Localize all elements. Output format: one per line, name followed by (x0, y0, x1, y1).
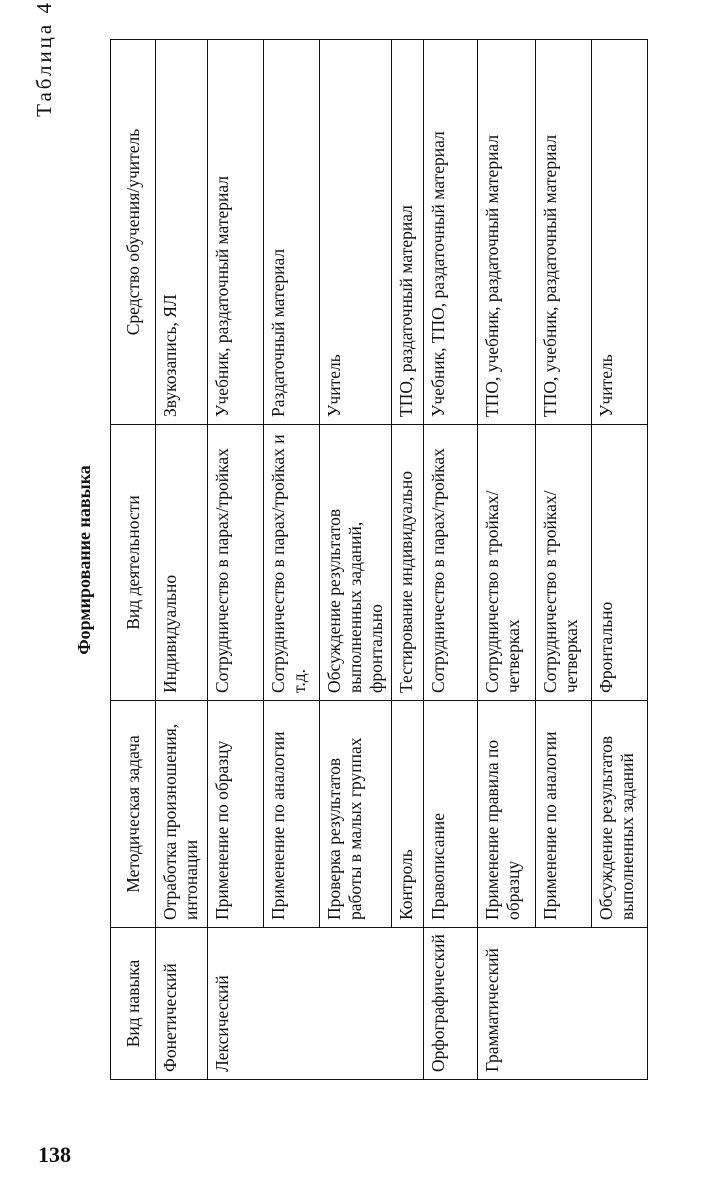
cell-method-task: Применение по образцу (208, 701, 264, 928)
cell-activity-type: Сотрудничество в тройках/четверках (536, 425, 592, 701)
cell-skill-type: Фонетический (156, 928, 208, 1080)
table-row (424, 40, 478, 1080)
cell-activity-type: Сотрудничество в парах/тройках (208, 425, 264, 701)
cell-teaching-means: Учитель (592, 40, 648, 425)
header-skill-type: Вид навыка (111, 928, 156, 1080)
skills-table (110, 39, 648, 1080)
cell-method-task: Применение по аналогии (536, 701, 592, 928)
cell-teaching-means: Учитель (320, 40, 392, 425)
cell-method-task: Отработка произношения, интонации (156, 701, 208, 928)
table-header-row (111, 40, 156, 1080)
table-row (320, 40, 392, 1080)
header-activity-type: Вид деятельности (111, 425, 156, 701)
cell-method-task: Правописание (424, 701, 478, 928)
cell-method-task: Проверка результатов работы в малых группах (320, 701, 392, 928)
cell-teaching-means: ТПО, учебник, раздаточный материал (478, 40, 536, 425)
cell-skill-type: Грамматический (478, 928, 648, 1080)
cell-skill-type: Лексический (208, 928, 424, 1080)
cell-skill-type: Орфографический (424, 928, 478, 1080)
cell-activity-type: Обсуждение результатов выполненных заданий, фронтально (320, 425, 392, 701)
cell-method-task: Обсуждение результатов выполненных заданий (592, 701, 648, 928)
table-row (392, 40, 424, 1080)
cell-activity-type: Сотрудничество в парах/тройках и т.д. (264, 425, 320, 701)
page-number: 138 (38, 1142, 71, 1167)
rotated-page-content (20, 0, 650, 1080)
table-row (208, 40, 264, 1080)
cell-teaching-means: ТПО, раздаточный материал (392, 40, 424, 425)
table-row (478, 40, 536, 1080)
cell-activity-type: Фронтально (592, 425, 648, 701)
table-row (592, 40, 648, 1080)
table-title: Формирование навыка (74, 465, 94, 655)
table-body (156, 40, 648, 1080)
header-method-task: Методическая задача (111, 701, 156, 928)
table-row (156, 40, 208, 1080)
cell-activity-type: Тестирование индивидуально (392, 425, 424, 701)
table-row (536, 40, 592, 1080)
cell-teaching-means: Звукозапись, ЯЛ (156, 40, 208, 425)
cell-activity-type: Сотрудничество в тройках/четверках (478, 425, 536, 701)
cell-teaching-means: ТПО, учебник, раздаточный материал (536, 40, 592, 425)
cell-method-task: Применение по аналогии (264, 701, 320, 928)
cell-activity-type: Сотрудничество в парах/тройках (424, 425, 478, 701)
table-caption: Таблица 4 (32, 0, 56, 117)
cell-method-task: Контроль (392, 701, 424, 928)
cell-teaching-means: Раздаточный материал (264, 40, 320, 425)
cell-teaching-means: Учебник, раздаточный материал (208, 40, 264, 425)
cell-teaching-means: Учебник, ТПО, раздаточный материал (424, 40, 478, 425)
cell-method-task: Применение правила по образцу (478, 701, 536, 928)
table-row (264, 40, 320, 1080)
header-teaching-means: Средство обучения/учитель (111, 40, 156, 425)
cell-activity-type: Индивидуально (156, 425, 208, 701)
